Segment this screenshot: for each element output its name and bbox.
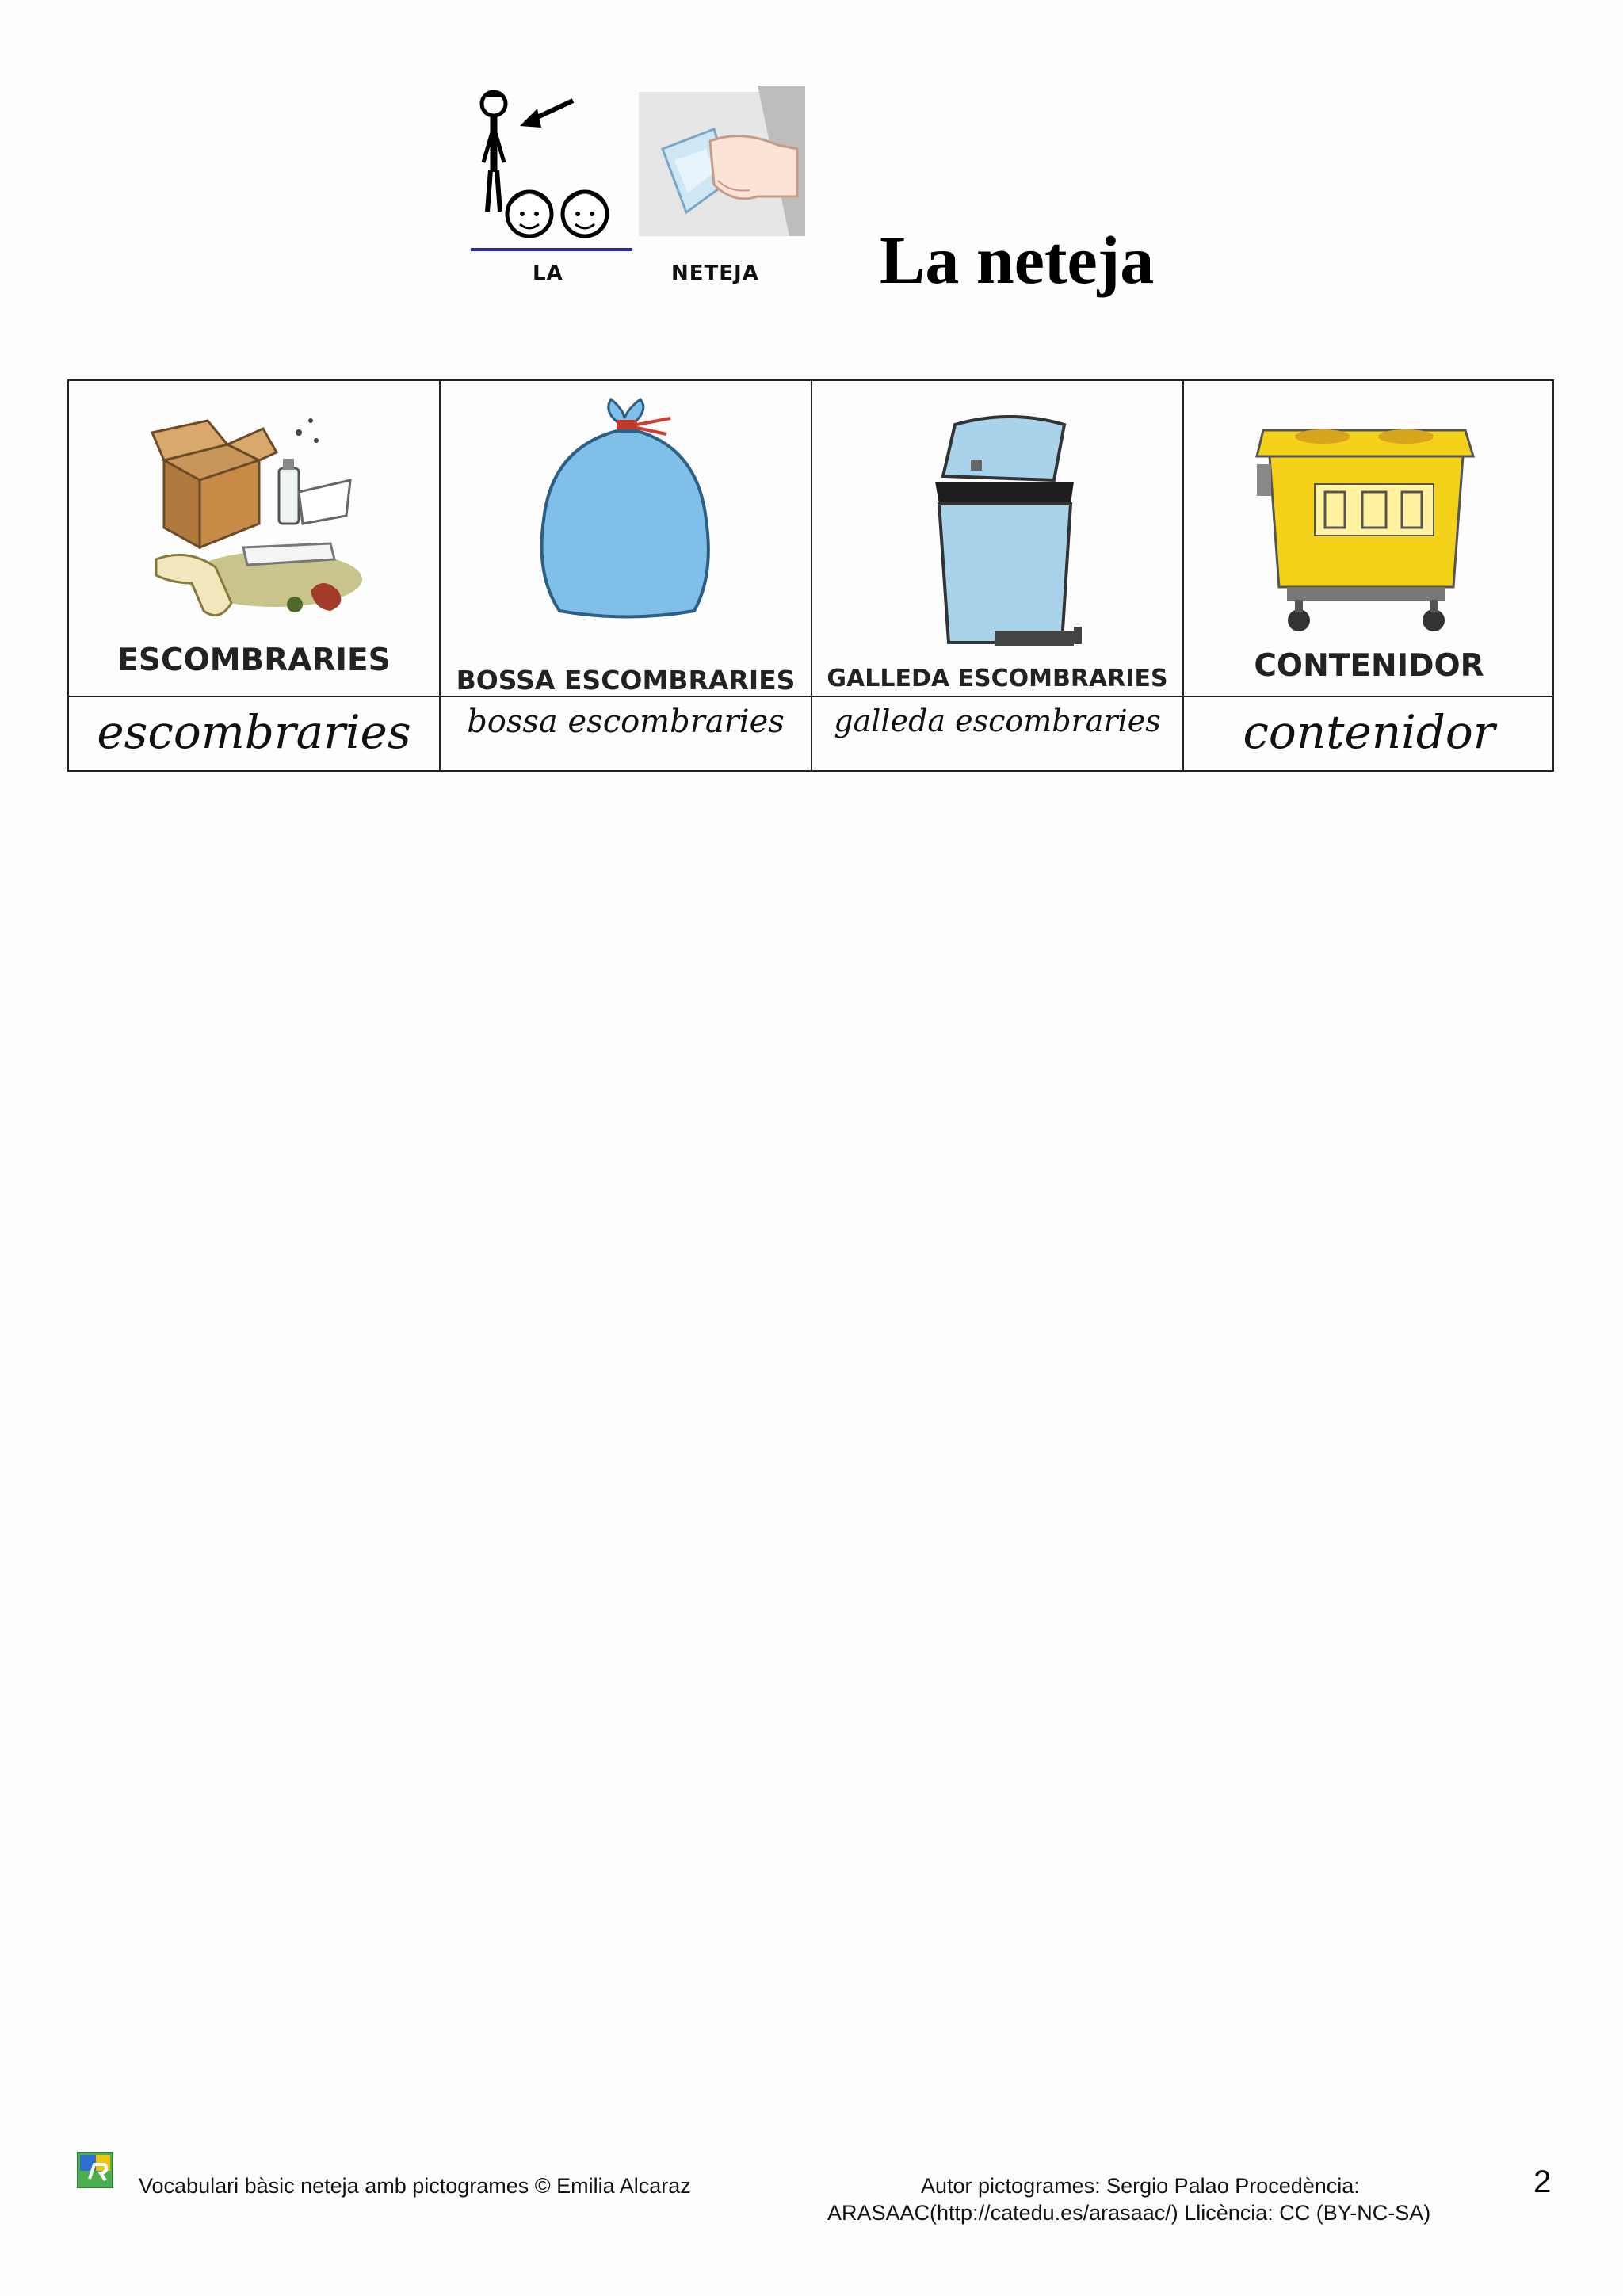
people-pointing-icon [466,83,640,265]
pictogram-neteja-label: NETEJA [671,261,759,285]
vocab-caption: BOSSA ESCOMBRARIES [456,665,796,696]
page-title: La neteja [880,222,1155,298]
page-number: 2 [1533,2164,1552,2199]
yellow-container-icon [1184,397,1554,650]
garbage-pile-icon [69,397,441,635]
vocab-cursive-cell [441,697,812,772]
vocabulary-table [67,379,1554,772]
vocab-cursive-cell [69,697,441,772]
vocab-caption: CONTENIDOR [1254,648,1484,684]
vocab-picture-cell [441,381,812,697]
vocab-picture-cell [812,381,1184,697]
vocab-cursive-word: bossa escombraries [467,704,785,740]
vocab-cursive-cell [812,697,1184,772]
pictogram-neteja [639,86,805,290]
vocab-caption: ESCOMBRARIES [117,643,391,678]
vocab-cursive-word: escombraries [97,705,411,759]
footer-credit-left: Vocabulari bàsic neteja amb pictogrames © Emilia Alcaraz [139,2174,691,2198]
footer-credit-right-line2: ARASAAC(http://catedu.es/arasaac/) Llicència: CC (BY-NC-SA) [827,2201,1431,2225]
vocab-picture-cell [69,381,441,697]
vocab-cursive-cell [1184,697,1554,772]
vocab-caption: GALLEDA ESCOMBRARIES [827,665,1168,692]
arasaac-logo-icon [77,2152,113,2188]
pedal-bin-icon [812,393,1184,654]
vocab-picture-cell [1184,381,1554,697]
wiping-hand-icon [639,86,805,244]
vocab-cursive-word: contenidor [1243,705,1495,759]
footer-credit-right-line1: Autor pictogrames: Sergio Palao Procedència: [921,2174,1360,2198]
garbage-bag-icon [441,385,812,639]
vocab-cursive-word: galleda escombraries [834,704,1161,738]
pictogram-la-label: LA [533,261,563,285]
pictogram-la [466,83,640,289]
